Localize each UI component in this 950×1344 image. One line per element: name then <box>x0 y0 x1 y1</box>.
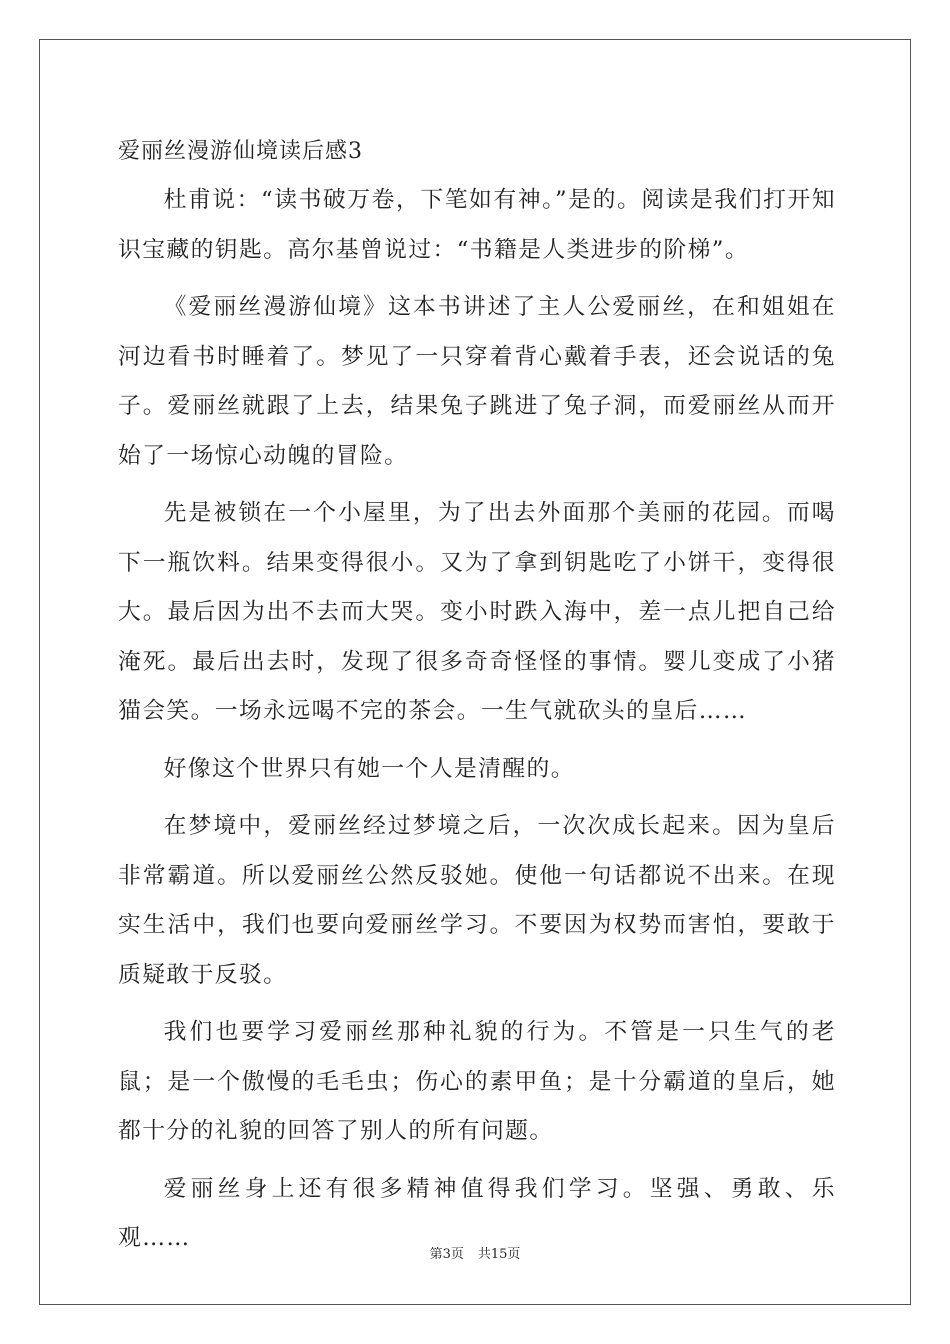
paragraph-1: 杜甫说：“读书破万卷，下笔如有神。”是的。阅读是我们打开知识宝藏的钥匙。高尔基曾说过：“书籍是人类进步的阶梯”。 <box>118 187 836 263</box>
paragraph-3: 先是被锁在一个小屋里，为了出去外面那个美丽的花园。而喝下一瓶饮料。结果变得很小。又为了拿到钥匙吃了小饼干，变得很大。最后因为出不去而大哭。变小时跌入海中，差一点儿把自己给淹死。最后出去时，发现了很多奇奇怪怪的事情。婴儿变成了小猪猫会笑。一场永远喝不完的茶会。一生气就砍头的皇后…… <box>118 500 836 724</box>
paragraph-2: 《爱丽丝漫游仙境》这本书讲述了主人公爱丽丝，在和姐姐在河边看书时睡着了。梦见了一只穿着背心戴着手表，还会说话的兔子。爱丽丝就跟了上去，结果兔子跳进了兔子洞，而爱丽丝从而开始了一场惊心动魄的冒险。 <box>118 294 836 469</box>
paragraph-5: 在梦境中，爱丽丝经过梦境之后，一次次成长起来。因为皇后非常霸道。所以爱丽丝公然反驳她。使他一句话都说不出来。在现实生活中，我们也要向爱丽丝学习。不要因为权势而害怕，要敢于质疑敢于反驳。 <box>118 813 836 988</box>
paragraph-6: 我们也要学习爱丽丝那种礼貌的行为。不管是一只生气的老鼠；是一个傲慢的毛毛虫；伤心的素甲鱼；是十分霸道的皇后，她都十分的礼貌的回答了别人的所有问题。 <box>118 1019 836 1144</box>
page-footer <box>0 1246 950 1264</box>
page-total: 共15页 <box>477 1247 521 1262</box>
paragraph-7: 爱丽丝身上还有很多精神值得我们学习。坚强、勇敢、乐观…… <box>118 1175 836 1251</box>
paragraph-4: 好像这个世界只有她一个人是清醒的。 <box>163 755 575 782</box>
document-body <box>118 128 836 1264</box>
page-number: 第3页 <box>429 1247 464 1262</box>
document-title: 爱丽丝漫游仙境读后感3 <box>118 139 363 164</box>
